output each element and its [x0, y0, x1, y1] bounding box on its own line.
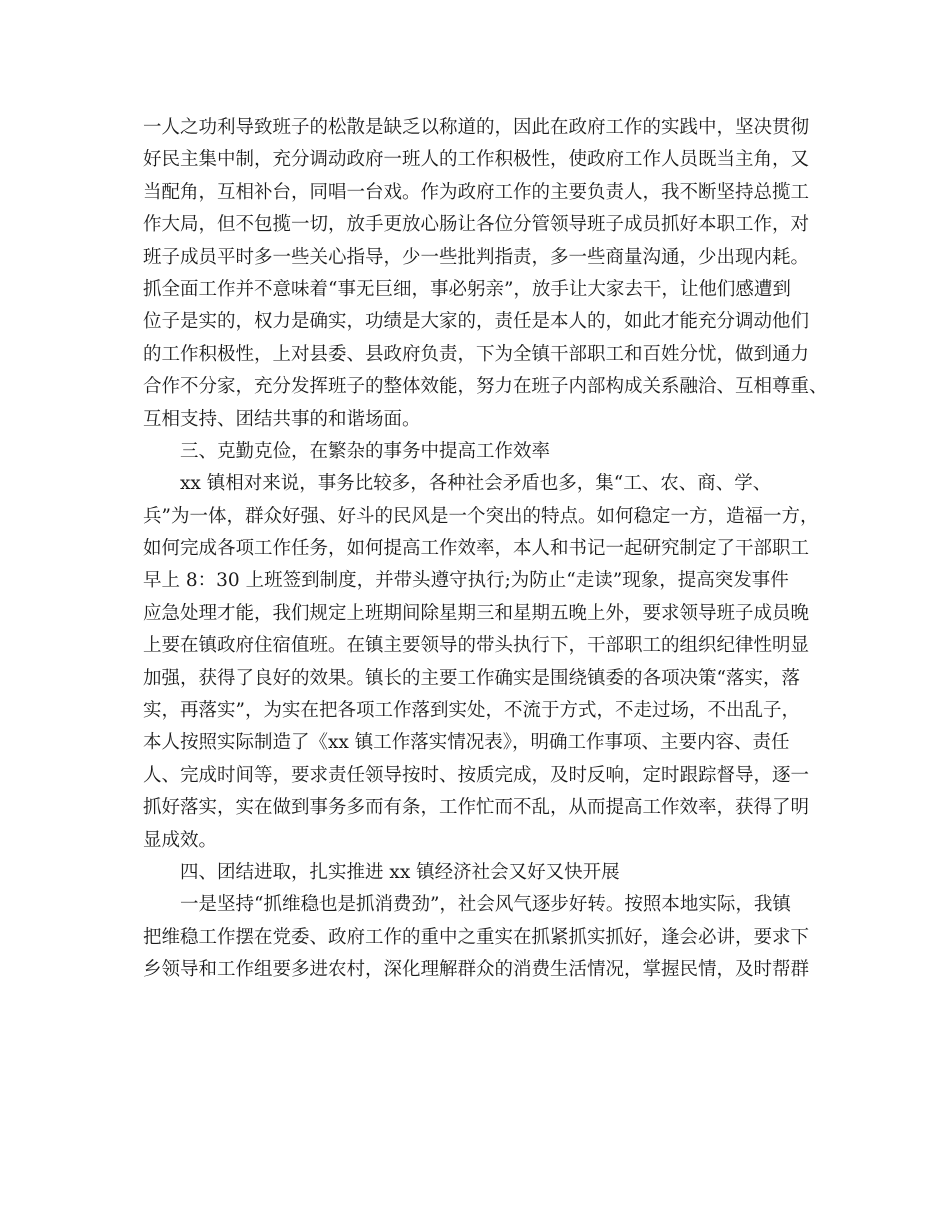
text-line: 班子成员平时多一些关心指导，少一些批判指责，多一些商量沟通，少出现内耗。 [143, 246, 810, 268]
text-line: 加强，获得了良好的效果。镇长的主要工作确实是围绕镇委的各项决策“落实，落 [143, 667, 800, 689]
text-line: 人、完成时间等，要求责任领导按时、按质完成，及时反响，定时跟踪督导，逐一 [143, 764, 810, 786]
body-text [143, 112, 833, 987]
text-line: 合作不分家，充分发挥班子的整体效能，努力在班子内部构成关系融洽、互相尊重、 [143, 376, 828, 398]
text-line: 乡领导和工作组要多进农村，深化理解群众的消费生活情况，掌握民情，及时帮群 [143, 959, 810, 981]
text-line: 的工作积极性，上对县委、县政府负责，下为全镇干部职工和百姓分忧，做到通力 [143, 343, 810, 365]
text-line: 兵”为一体，群众好强、好斗的民风是一个突出的特点。如何稳定一方，造福一方， [143, 505, 819, 527]
text-line: 当配角，互相补台，同唱一台戏。作为政府工作的主要负责人，我不断坚持总揽工 [143, 181, 810, 203]
section-heading: 四、团结进取，扎实推进 xx 镇经济社会又好又快开展 [143, 861, 620, 883]
text-line: 上要在镇政府住宿值班。在镇主要领导的带头执行下，干部职工的组织纪律性明显 [143, 635, 810, 657]
text-line: xx 镇相对来说，事务比较多，各种社会矛盾也多，集“工、农、商、学、 [143, 473, 772, 495]
text-line: 实，再落实”，为实在把各项工作落到实处，不流于方式，不走过场，不出乱子， [143, 700, 800, 722]
text-line: 互相支持、团结共事的和谐场面。 [143, 408, 421, 430]
section-heading: 三、克勤克俭，在繁杂的事务中提高工作效率 [143, 440, 551, 462]
text-line: 如何完成各项工作任务，如何提高工作效率，本人和书记一起研究制定了干部职工 [143, 538, 810, 560]
text-line: 把维稳工作摆在党委、政府工作的重中之重实在抓紧抓实抓好，逢会必讲，要求下 [143, 926, 810, 948]
text-line: 抓全面工作并不意味着“事无巨细，事必躬亲”，放手让大家去干，让他们感遭到 [143, 278, 791, 300]
text-line: 一是坚持“抓维稳也是抓消费劲”，社会风气逐步好转。按照本地实际，我镇 [143, 894, 791, 916]
text-line: 显成效。 [143, 829, 218, 851]
text-line: 作大局，但不包揽一切，放手更放心肠让各位分管领导班子成员抓好本职工作，对 [143, 214, 810, 236]
text-line: 好民主集中制，充分调动政府一班人的工作积极性，使政府工作人员既当主角，又 [143, 149, 810, 171]
text-line: 应急处理才能，我们规定上班期间除星期三和星期五晚上外，要求领导班子成员晚 [143, 602, 810, 624]
text-line: 抓好落实，实在做到事务多而有条，工作忙而不乱，从而提高工作效率，获得了明 [143, 797, 810, 819]
text-line: 一人之功利导致班子的松散是缺乏以称道的，因此在政府工作的实践中，坚决贯彻 [143, 117, 810, 138]
text-line: 本人按照实际制造了《xx 镇工作落实情况表》，明确工作事项、主要内容、责任 [143, 732, 790, 754]
text-line: 早上 8：30 上班签到制度，并带头遵守执行;为防止“走读”现象，提高突发事件 [143, 570, 789, 592]
text-line: 位子是实的，权力是确实，功绩是大家的，责任是本人的，如此才能充分调动他们 [143, 311, 810, 333]
